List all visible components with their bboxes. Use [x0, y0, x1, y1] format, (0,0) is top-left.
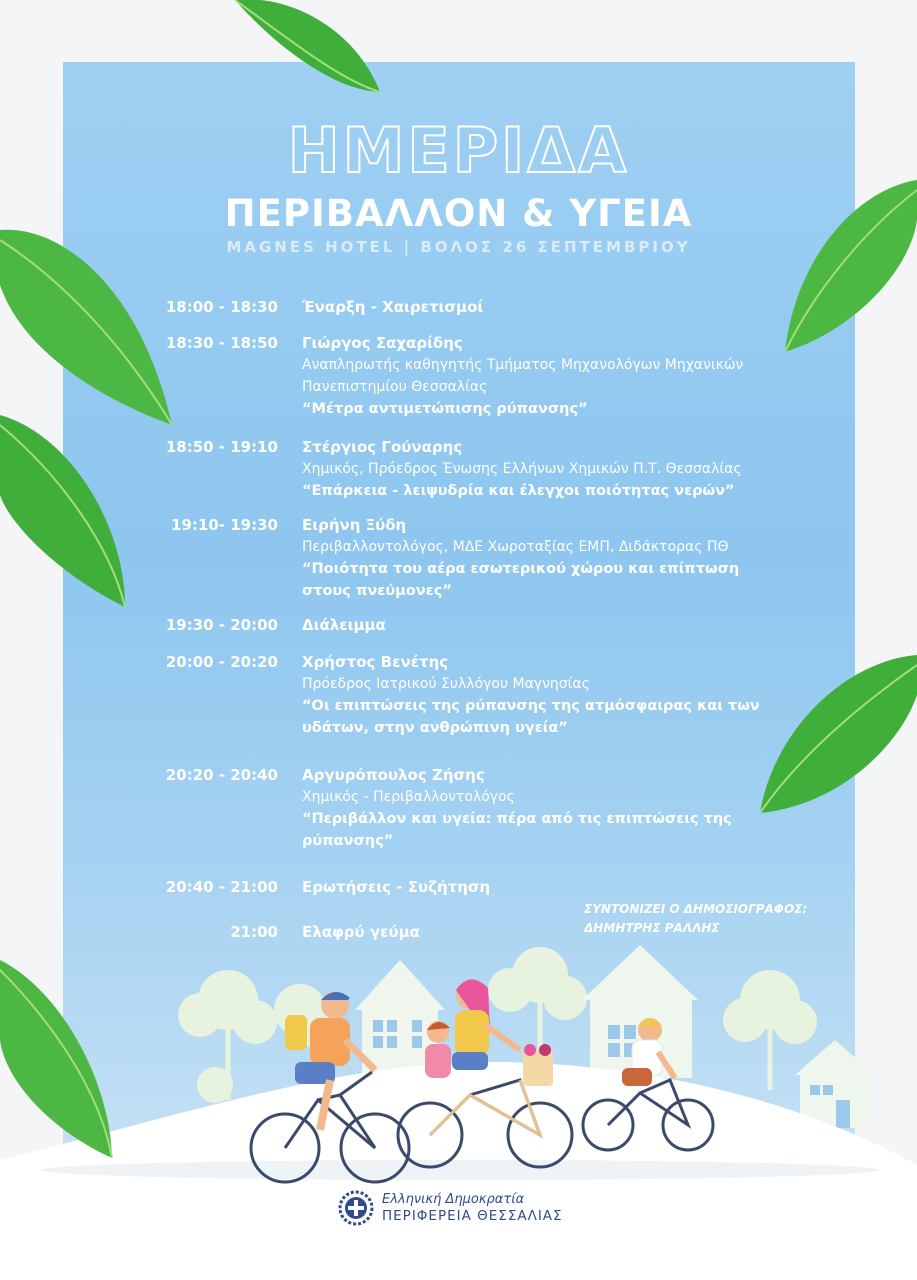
- speaker-affiliation: Χημικός, Πρόεδρος Ένωσης Ελλήνων Χημικών Π.Τ. Θεσσαλίας: [302, 461, 742, 477]
- talk-title: “Οι επιπτώσεις της ρύπανσης της ατμόσφαιρας και των: [302, 698, 760, 714]
- schedule-time: 18:30 - 18:50: [165, 334, 278, 352]
- speaker-affiliation: Αναπληρωτής καθηγητής Τμήματος Μηχανολόγων Μηχανικών: [302, 357, 744, 373]
- footer-republic: Ελληνική Δημοκρατία: [382, 1192, 525, 1207]
- speaker-name: Ειρήνη Ξύδη: [302, 516, 407, 534]
- leaf-left-bottom: [0, 960, 115, 1160]
- speaker-affiliation: Χημικός - Περιβαλλοντολόγος: [302, 789, 515, 805]
- leaf-right-lower: [760, 655, 917, 815]
- schedule-time: 19:30 - 20:00: [165, 616, 278, 634]
- footer-region: ΠΕΡΙΦΕΡΕΙΑ ΘΕΣΣΑΛΙΑΣ: [382, 1208, 563, 1224]
- speaker-name: Χρήστος Βενέτης: [302, 653, 449, 671]
- leaf-left-middle: [0, 415, 130, 610]
- schedule-time: 18:00 - 18:30: [165, 298, 278, 316]
- moderator-name: ΔΗΜΗΤΡΗΣ ΡΑΛΛΗΣ: [584, 921, 720, 935]
- talk-title: “Ποιότητα του αέρα εσωτερικού χώρου και επίπτωση: [302, 561, 740, 577]
- schedule-title: Ελαφρύ γεύμα: [302, 923, 420, 941]
- schedule-time: 18:50 - 19:10: [165, 438, 278, 456]
- footer-logo: [338, 1190, 563, 1226]
- talk-title: “Επάρκεια - λειψυδρία και έλεγχοι ποιότητας νερών”: [302, 483, 735, 499]
- moderator-label: ΣΥΝΤΟΝΙΖΕΙ Ο ΔΗΜΟΣΙΟΓΡΑΦΟΣ:: [584, 902, 808, 916]
- talk-title: “Μέτρα αντιμετώπισης ρύπανσης”: [302, 401, 588, 417]
- schedule-time: 20:00 - 20:20: [165, 653, 278, 671]
- leaf-top-left: [230, 0, 390, 95]
- talk-title: στους πνεύμονες”: [302, 583, 452, 599]
- speaker-affiliation: Περιβαλλοντολόγος, ΜΔΕ Χωροταξίας ΕΜΠ, Διδάκτορας ΠΘ: [302, 539, 729, 555]
- talk-title: ρύπανσης”: [302, 833, 394, 849]
- schedule-time: 20:20 - 20:40: [165, 766, 278, 784]
- event-venue-date: MAGNES HOTEL | ΒΟΛΟΣ 26 ΣΕΠΤΕΜΒΡΙΟΥ: [226, 238, 691, 256]
- schedule-time: 20:40 - 21:00: [165, 878, 278, 896]
- talk-title: “Περιβάλλον και υγεία: πέρα από τις επιπτώσεις της: [302, 811, 732, 827]
- greek-cross-emblem-icon: [338, 1190, 374, 1226]
- speaker-affiliation: Πρόεδρος Ιατρικού Συλλόγου Μαγνησίας: [302, 676, 590, 692]
- speaker-name: Στέργιος Γούναρης: [302, 438, 463, 456]
- event-title: ΗΜΕΡΙΔΑ: [287, 114, 630, 187]
- schedule-title: Ερωτήσεις - Συζήτηση: [302, 878, 491, 896]
- speaker-affiliation: Πανεπιστημίου Θεσσαλίας: [302, 379, 488, 395]
- schedule-time: 19:10- 19:30: [171, 516, 278, 534]
- speaker-name: Γιώργος Σαχαρίδης: [302, 334, 463, 352]
- moderator-note: [584, 900, 807, 938]
- talk-title: υδάτων, στην ανθρώπινη υγεία”: [302, 720, 568, 736]
- schedule-time: 21:00: [230, 923, 278, 941]
- speaker-name: Αργυρόπουλος Ζήσης: [302, 766, 485, 784]
- schedule-title: Διάλειμμα: [302, 616, 386, 634]
- event-subtitle: ΠΕΡΙΒΑΛΛΟΝ & ΥΓΕΙΑ: [224, 192, 693, 235]
- schedule-title: Έναρξη - Χαιρετισμοί: [302, 298, 484, 316]
